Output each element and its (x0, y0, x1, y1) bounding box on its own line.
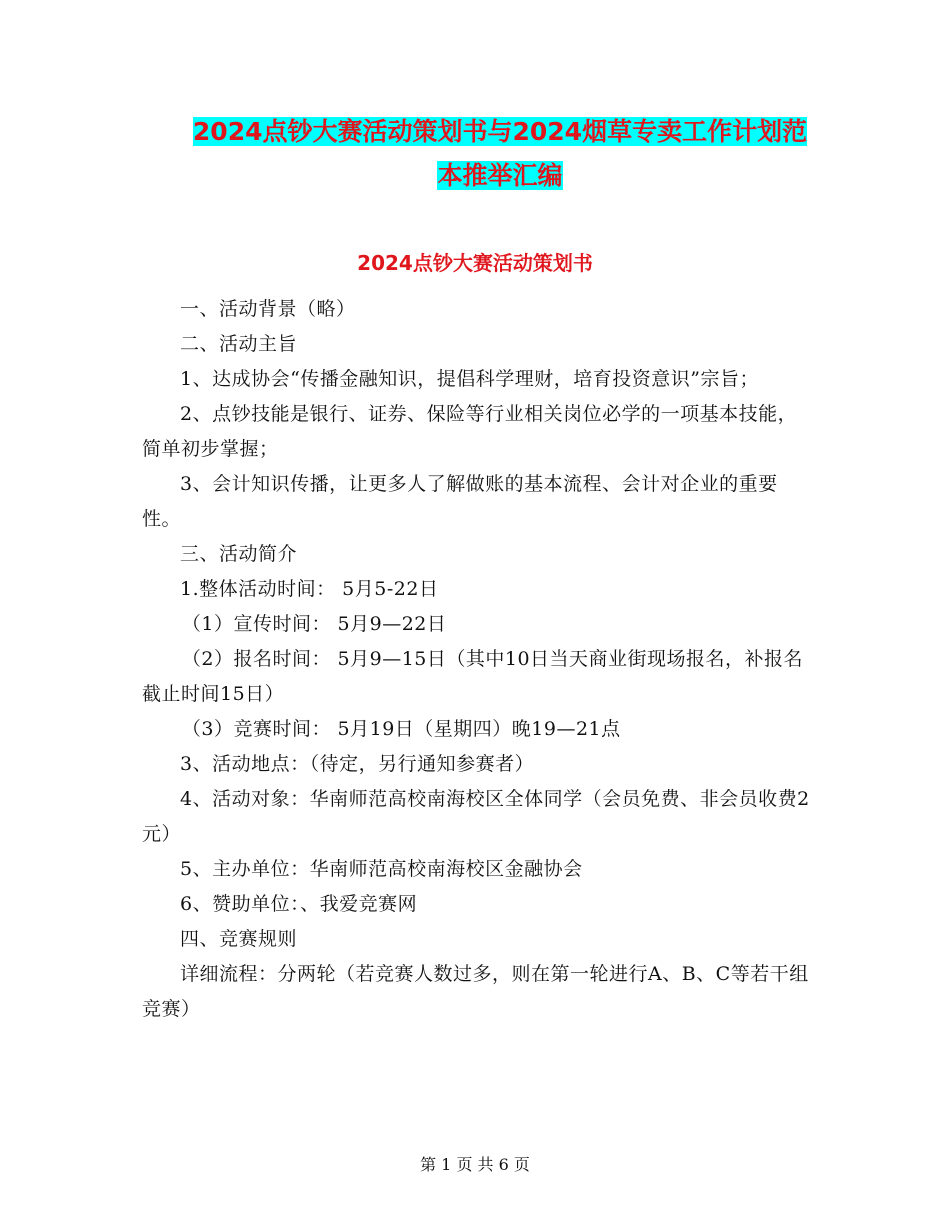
paragraph: 三、活动简介 (180, 543, 298, 565)
paragraph: （1）宣传时间： 5月9—22日 (181, 613, 447, 635)
paragraph: 1、达成协会“传播金融知识，提倡科学理财，培育投资意识”宗旨； (180, 368, 760, 390)
paragraph: （3）竞赛时间： 5月19日（星期四）晚19—21点 (181, 718, 621, 740)
paragraph: 详细流程：分两轮（若竞赛人数过多，则在第一轮进行A、B、C等若干组竞赛） (142, 963, 809, 1020)
paragraph: 3、会计知识传播，让更多人了解做账的基本流程、会计对企业的重要性。 (142, 473, 778, 530)
paragraph: 6、赞助单位：、我爱竞赛网 (180, 893, 418, 915)
document-body (142, 292, 814, 1027)
paragraph: 1.整体活动时间： 5月5-22日 (180, 578, 439, 600)
paragraph: 4、活动对象：华南师范高校南海校区全体同学（会员免费、非会员收费2元） (142, 788, 810, 845)
document-title-line-2: 本推举汇编 (437, 161, 563, 190)
document-title-line-1: 2024点钞大赛活动策划书与2024烟草专卖工作计划范 (192, 117, 808, 146)
paragraph: 二、活动主旨 (180, 333, 298, 355)
document-title (140, 110, 860, 198)
paragraph: 一、活动背景（略） (180, 298, 356, 320)
page-footer: 第 1 页 共 6 页 (420, 1155, 530, 1174)
paragraph: 2、点钞技能是银行、证券、保险等行业相关岗位必学的一项基本技能，简单初步掌握； (142, 403, 798, 460)
paragraph: 四、竞赛规则 (180, 928, 298, 950)
paragraph: （2）报名时间： 5月9—15日（其中10日当天商业街现场报名，补报名截止时间15日） (142, 648, 804, 705)
paragraph: 5、主办单位：华南师范高校南海校区金融协会 (180, 858, 583, 880)
section-title: 2024点钞大赛活动策划书 (357, 251, 593, 275)
paragraph: 3、活动地点：（待定，另行通知参赛者） (180, 753, 535, 775)
